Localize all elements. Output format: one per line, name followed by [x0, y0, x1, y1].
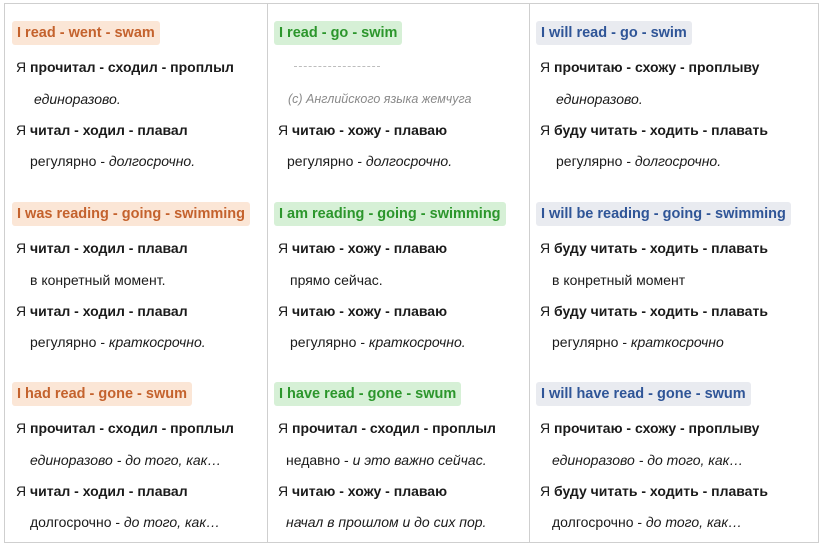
verb-forms: буду читать - ходить - плавать: [554, 240, 768, 256]
pronoun: Я: [16, 240, 30, 256]
pronoun: Я: [278, 303, 292, 319]
tense-header: I read - go - swim: [274, 21, 402, 45]
usage-note: долгосрочно.: [365, 153, 453, 169]
pronoun: Я: [16, 122, 30, 138]
pronoun: Я: [540, 122, 554, 138]
tense-header: I read - went - swam: [12, 21, 160, 45]
usage-note: и это важно сейчас.: [352, 452, 487, 468]
cell-past-perfect: [5, 365, 267, 535]
pronoun: Я: [540, 240, 554, 256]
cell-future-simple: [530, 4, 818, 174]
usage-note: долгосрочно.: [108, 153, 196, 169]
line-4: [30, 333, 206, 351]
usage-text: регулярно -: [552, 334, 631, 350]
tense-header: I am reading - going - swimming: [274, 202, 506, 226]
line-1: [278, 239, 447, 257]
pronoun: Я: [16, 303, 30, 319]
usage-note: краткосрочно.: [108, 334, 206, 350]
usage-note: долгосрочно.: [634, 153, 722, 169]
usage-text: регулярно -: [30, 153, 109, 169]
line-4: [287, 152, 452, 170]
cell-present-simple: [268, 4, 529, 174]
usage-text: регулярно -: [556, 153, 635, 169]
usage-note: до того, как…: [645, 514, 742, 530]
tense-header: I was reading - going - swimming: [12, 202, 250, 226]
line-3: [16, 482, 188, 500]
tense-header: I will have read - gone - swum: [536, 382, 751, 406]
verb-forms: буду читать - ходить - плавать: [554, 122, 768, 138]
line-3: [278, 302, 447, 320]
line-1: [16, 58, 234, 76]
line-2: [34, 90, 121, 108]
line-1: [16, 239, 188, 257]
column-future: [530, 4, 818, 542]
verb-forms: прочитал - сходил - проплыл: [292, 420, 496, 436]
cell-past-simple: [5, 4, 267, 174]
line-4: [556, 152, 721, 170]
verb-forms: читаю - хожу - плаваю: [292, 483, 448, 499]
column-past: [5, 4, 267, 542]
line-4: [30, 513, 220, 531]
verb-forms: читаю - хожу - плаваю: [292, 303, 448, 319]
usage-text: регулярно -: [290, 334, 369, 350]
line-4: [286, 513, 486, 531]
line-3: [278, 121, 447, 139]
usage-text: прямо сейчас.: [290, 272, 383, 288]
usage-note: единоразово.: [556, 91, 643, 107]
line-1: [278, 419, 496, 437]
line-2: [286, 451, 487, 469]
verb-forms: прочитаю - схожу - проплыву: [554, 420, 760, 436]
line-3: [540, 121, 768, 139]
column-present: [268, 4, 529, 542]
usage-text: недавно -: [286, 452, 353, 468]
line-3: [16, 302, 188, 320]
usage-text: в конретный момент: [552, 272, 686, 288]
line-4: [552, 513, 742, 531]
usage-note: краткосрочно.: [368, 334, 466, 350]
pronoun: Я: [540, 303, 554, 319]
verb-forms: прочитал - сходил - проплыл: [30, 420, 234, 436]
separator-dashes: [294, 66, 380, 67]
usage-note: единоразово - до того, как…: [552, 452, 744, 468]
verb-forms: буду читать - ходить - плавать: [554, 483, 768, 499]
line-4: [30, 152, 195, 170]
pronoun: Я: [540, 59, 554, 75]
usage-note: до того, как…: [123, 514, 220, 530]
line-1: [540, 239, 768, 257]
cell-past-continuous: [5, 185, 267, 355]
tense-header: I had read - gone - swum: [12, 382, 192, 406]
line-3: [16, 121, 188, 139]
cell-future-perfect: [530, 365, 818, 535]
line-3: [278, 482, 447, 500]
usage-text: регулярно -: [287, 153, 366, 169]
line-1: [16, 419, 234, 437]
usage-note: единоразово - до того, как…: [30, 452, 222, 468]
pronoun: Я: [278, 240, 292, 256]
verb-forms: читал - ходил - плавал: [30, 240, 188, 256]
verb-forms: читаю - хожу - плаваю: [292, 240, 448, 256]
verb-forms: читал - ходил - плавал: [30, 303, 188, 319]
line-2: [30, 271, 165, 289]
verb-forms: прочитал - сходил - проплыл: [30, 59, 234, 75]
line-2: [552, 271, 685, 289]
pronoun: Я: [540, 483, 554, 499]
line-2: [290, 271, 383, 289]
verb-forms: прочитаю - схожу - проплыву: [554, 59, 760, 75]
verb-forms: читал - ходил - плавал: [30, 483, 188, 499]
line-3: [540, 302, 768, 320]
line-2: [552, 451, 743, 469]
usage-note: краткосрочно: [630, 334, 724, 350]
pronoun: Я: [16, 59, 30, 75]
line-2: [30, 451, 221, 469]
usage-note: единоразово.: [34, 91, 121, 107]
tense-header: I will read - go - swim: [536, 21, 692, 45]
pronoun: Я: [16, 420, 30, 436]
usage-text: долгосрочно -: [30, 514, 124, 530]
usage-text: в конретный момент.: [30, 272, 166, 288]
pronoun: Я: [540, 420, 554, 436]
pronoun: Я: [16, 483, 30, 499]
cell-future-continuous: [530, 185, 818, 355]
pronoun: Я: [278, 483, 292, 499]
line-4: [290, 333, 466, 351]
pronoun: Я: [278, 420, 292, 436]
line-4: [552, 333, 724, 351]
tense-header: I have read - gone - swum: [274, 382, 461, 406]
line-3: [540, 482, 768, 500]
line-2: [556, 90, 643, 108]
usage-text: долгосрочно -: [552, 514, 646, 530]
line-1: [540, 419, 759, 437]
verb-forms: буду читать - ходить - плавать: [554, 303, 768, 319]
tense-header: I will be reading - going - swimming: [536, 202, 791, 226]
pronoun: Я: [278, 122, 292, 138]
verb-forms: читал - ходил - плавал: [30, 122, 188, 138]
line-1: [540, 58, 759, 76]
usage-text: регулярно -: [30, 334, 109, 350]
copyright-note: (c) Английского языка жемчуга: [288, 92, 472, 106]
tense-table: [4, 3, 819, 543]
usage-note: начал в прошлом и до сих пор.: [286, 514, 487, 530]
cell-present-perfect: [268, 365, 529, 535]
cell-present-continuous: [268, 185, 529, 355]
verb-forms: читаю - хожу - плаваю: [292, 122, 448, 138]
